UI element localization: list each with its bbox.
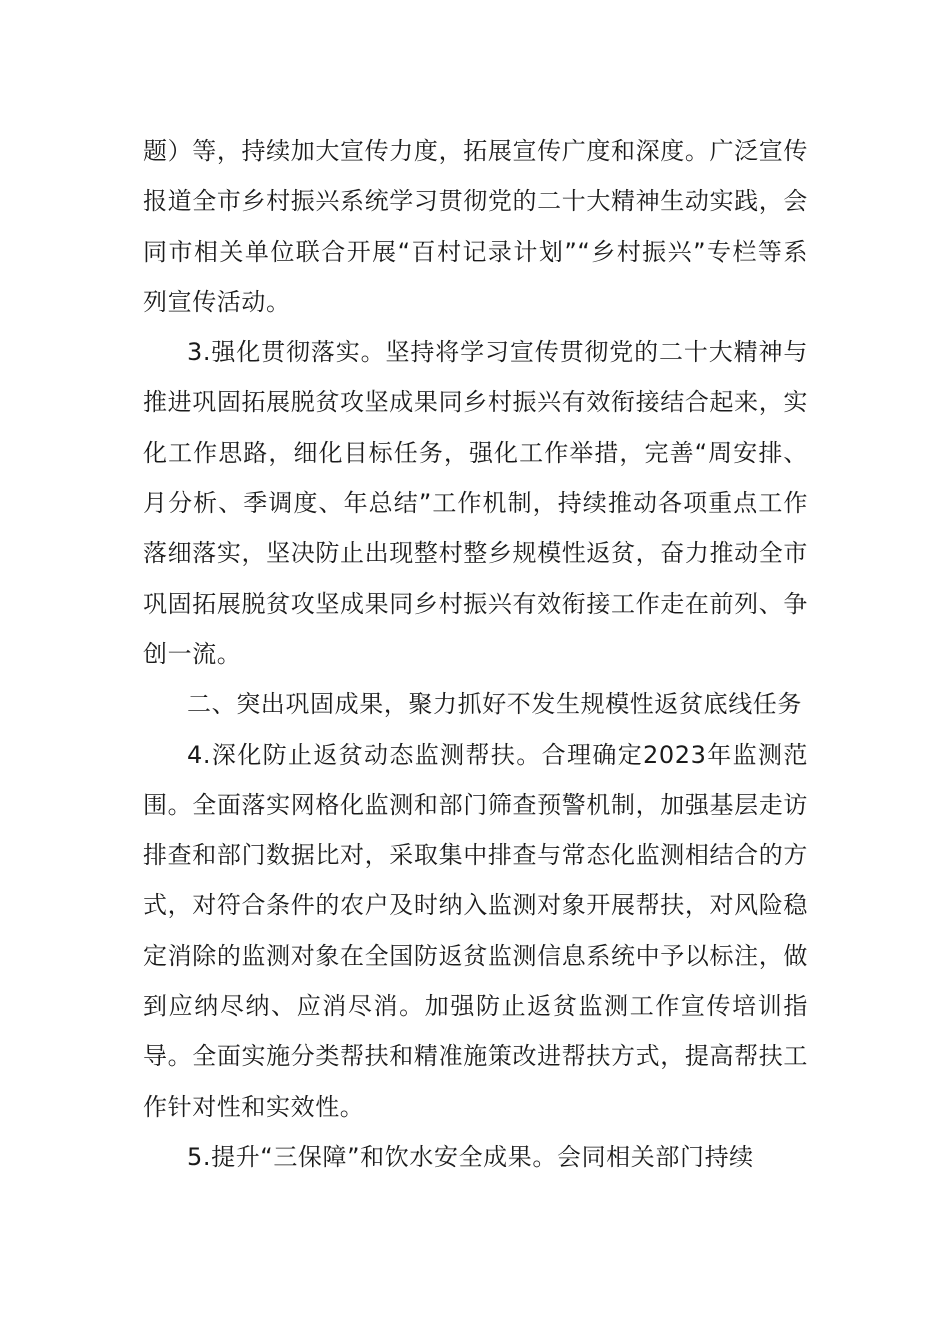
paragraph-item-5: 5.提升“三保障”和饮水安全成果。会同相关部门持续: [187, 1142, 754, 1171]
document-body: [143, 126, 808, 1182]
paragraph-item-3: 3.强化贯彻落实。坚持将学习宣传贯彻党的二十大精神与推进巩固拓展脱贫攻坚成果同乡村振兴有效衔接结合起来，实化工作思路，细化目标任务，强化工作举措，完善“周安排、月分析、季调度、年总结”工作机制，持续推动各项重点工作落细落实，坚决防止出现整村整乡规模性返贫，奋力推动全市巩固拓展脱贫攻坚成果同乡村振兴有效衔接工作走在前列、争创一流。: [143, 338, 808, 668]
paragraph-continuation: 题）等，持续加大宣传力度，拓展宣传广度和深度。广泛宣传报道全市乡村振兴系统学习贯彻党的二十大精神生动实践，会同市相关单位联合开展“百村记录计划”“乡村振兴”专栏等系列宣传活动。: [143, 137, 808, 316]
paragraph-item-4: 4.深化防止返贫动态监测帮扶。合理确定2023年监测范围。全面落实网格化监测和部门筛查预警机制，加强基层走访排查和部门数据比对，采取集中排查与常态化监测相结合的方式，对符合条件的农户及时纳入监测对象开展帮扶，对风险稳定消除的监测对象在全国防返贫监测信息系统中予以标注，做到应纳尽纳、应消尽消。加强防止返贫监测工作宣传培训指导。全面实施分类帮扶和精准施策改进帮扶方式，提高帮扶工作针对性和实效性。: [143, 740, 808, 1121]
section-heading-2: 二、突出巩固成果，聚力抓好不发生规模性返贫底线任务: [187, 690, 802, 719]
